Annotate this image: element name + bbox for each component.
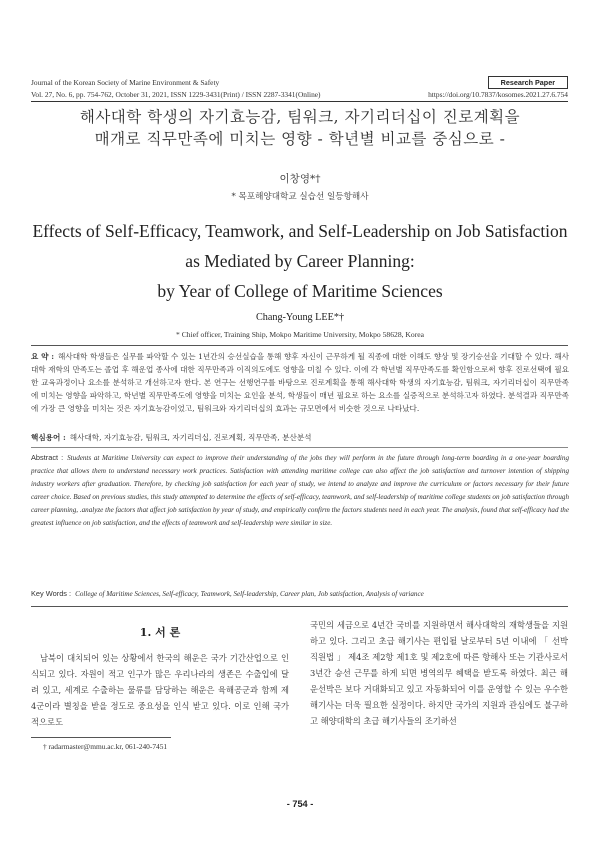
english-keywords: [31, 589, 569, 598]
header-rule: [31, 101, 568, 102]
body-left-column: 남북이 대치되어 있는 상황에서 한국의 해운은 국가 기간산업으로 인식되고 있다. 자원이 적고 인구가 많은 우리나라의 생존은 수출입에 달려 있고, 세계로 수출하는 물류를 담당하는 해운은 육해공군과 함께 제 4군이라 별칭을 받을 정도로 중요성을 인식 받고 있다. 이로 인해 국가적으로도: [31, 653, 289, 727]
article-type-badge: Research Paper: [488, 76, 568, 89]
corresponding-author-footnote: † radarmaster@mmu.ac.kr, 061-240-7451: [43, 742, 168, 751]
section-heading: 1. 서 론: [139, 626, 181, 639]
doi-link[interactable]: https://doi.org/10.7837/kosomes.2021.27.6.754: [428, 90, 568, 99]
english-keywords-text: College of Maritime Sciences, Self-efficacy, Teamwork, Self-leadership, Career plan, Job satisfaction, Analysis of variance: [75, 590, 424, 598]
korean-title-line: 매개로 직무만족에 미치는 영향 - 학년별 비교를 중심으로 -: [94, 130, 506, 148]
journal-name: Journal of the Korean Society of Marine Environment & Safety: [31, 78, 220, 87]
english-title: [0, 216, 600, 306]
korean-abstract: [31, 350, 569, 415]
volume-line: Vol. 27, No. 6, pp. 754-762, October 31, 2021, ISSN 1229-3431(Print) / ISSN 2287-3341(Online): [31, 90, 321, 99]
english-abstract: [31, 451, 569, 530]
korean-abstract-text: 해사대학 학생들은 실무를 파악할 수 있는 1년간의 승선실습을 통해 향후 자신이 근무하게 될 직종에 대한 이해도 향상 및 장기승선을 기대할 수 있다. 해사대학 재학의 만족도는 졸업 후 해운업 종사에 대한 직무만족과 이직의도에도 영향을 미칠 수 있다. 이에 각 학년별 직무만족도를 확인함으로써 향후 진로선택에 필요한 교육과정이나 요소를 분석하고 개선하고자 한다. 본 연구는 선행연구를 바탕으로 진로계획을 통해 해사대학 학생의 자기효능감, 팀워크, 자기리더십이 직무만족에 미치는 영향을 파악하고, 학년별 직무만족도에 영향을 미치는 요인을 분석, 학생들이 매년 필요로 하는 요소를 실증적으로 분석하고자 하였다. 분석결과 직무만족에 가장 큰 영향을 미치는 것은 자기효능감이었고, 팀워크와 자기리더십의 효과는 규모면에서 비슷한 것으로 나타났다.: [31, 352, 569, 413]
english-title-line: by Year of College of Maritime Sciences: [157, 281, 443, 301]
english-affiliation: * Chief officer, Training Ship, Mokpo Maritime University, Mokpo 58628, Korea: [176, 330, 424, 339]
abstract-rule: [31, 345, 568, 346]
korean-author: 이창영*†: [279, 173, 321, 185]
body-right-column: 국민의 세금으로 4년간 국비를 지원하면서 해사대학의 재학생들을 지원하고 있다. 그리고 초급 해기사는 편입될 날로부터 5년 이내에 「 선박직원법 」 제4조 제2항 제1호 및 제2호에 따른 항해사 또는 기관사로서 3년간 승선 근무를 하게 되면 병역의무 혜택을 받도록 하였다. 최근 해운선박은 보다 거대화되고 있고 자동화되어 이를 운영할 수 있는 우수한 해기사는 더욱 필요한 실정이다. 하지만 국가의 지원과 관심에도 불구하고 해양대학의 초급 해기사들의 조기하선: [310, 620, 568, 726]
korean-keywords-text: 해사대학, 자기효능감, 팀워크, 자기리더십, 진로계획, 직무만족, 분산분석: [69, 433, 312, 442]
keywords-rule: [31, 447, 568, 448]
korean-title: [0, 106, 600, 150]
page-number: - 754 -: [286, 799, 314, 809]
korean-abstract-label: 요 약 :: [31, 352, 55, 361]
korean-keywords: [31, 432, 569, 443]
english-title-line: as Mediated by Career Planning:: [185, 251, 415, 271]
english-abstract-label: Abstract :: [31, 453, 64, 462]
korean-title-line: 해사대학 학생의 자기효능감, 팀워크, 자기리더십이 진로계획을: [79, 108, 521, 126]
english-keywords-label: Key Words :: [31, 589, 72, 598]
korean-affiliation: * 목포해양대학교 실습선 일등항해사: [231, 192, 369, 202]
english-author: Chang-Young LEE*†: [255, 312, 345, 323]
body-rule: [31, 606, 568, 607]
footnote-rule: [31, 737, 171, 738]
english-abstract-text: Students at Maritime University can expect to improve their understanding of the jobs they will perform in the future through long-term boarding in a one-year boarding practice that allows them to understand necessary work practices. Satisfaction with attending maritime college can also affect the job satisfaction and turnover intention of shipping industry workers after graduation. Therefore, by checking job satisfaction for each year of study, we intend to analyze and improve the curriculum or factors necessary for their future career choice. Based on previous studies, this study attempted to determine the effects of self-efficacy, teamwork, and self-leadership of maritime college students on job satisfaction through career planning, .analyze the factors that affect job satisfaction by year of study, and empirically confirm the factors students need in each year. The analysis, found that self-efficacy had the greatest influence on job satisfaction, and the effects of teamwork and self-leadership were similar in size.: [31, 454, 569, 527]
korean-keywords-label: 핵심용어 :: [31, 433, 66, 442]
english-title-line: Effects of Self-Efficacy, Teamwork, and Self-Leadership on Job Satisfaction: [32, 221, 568, 241]
